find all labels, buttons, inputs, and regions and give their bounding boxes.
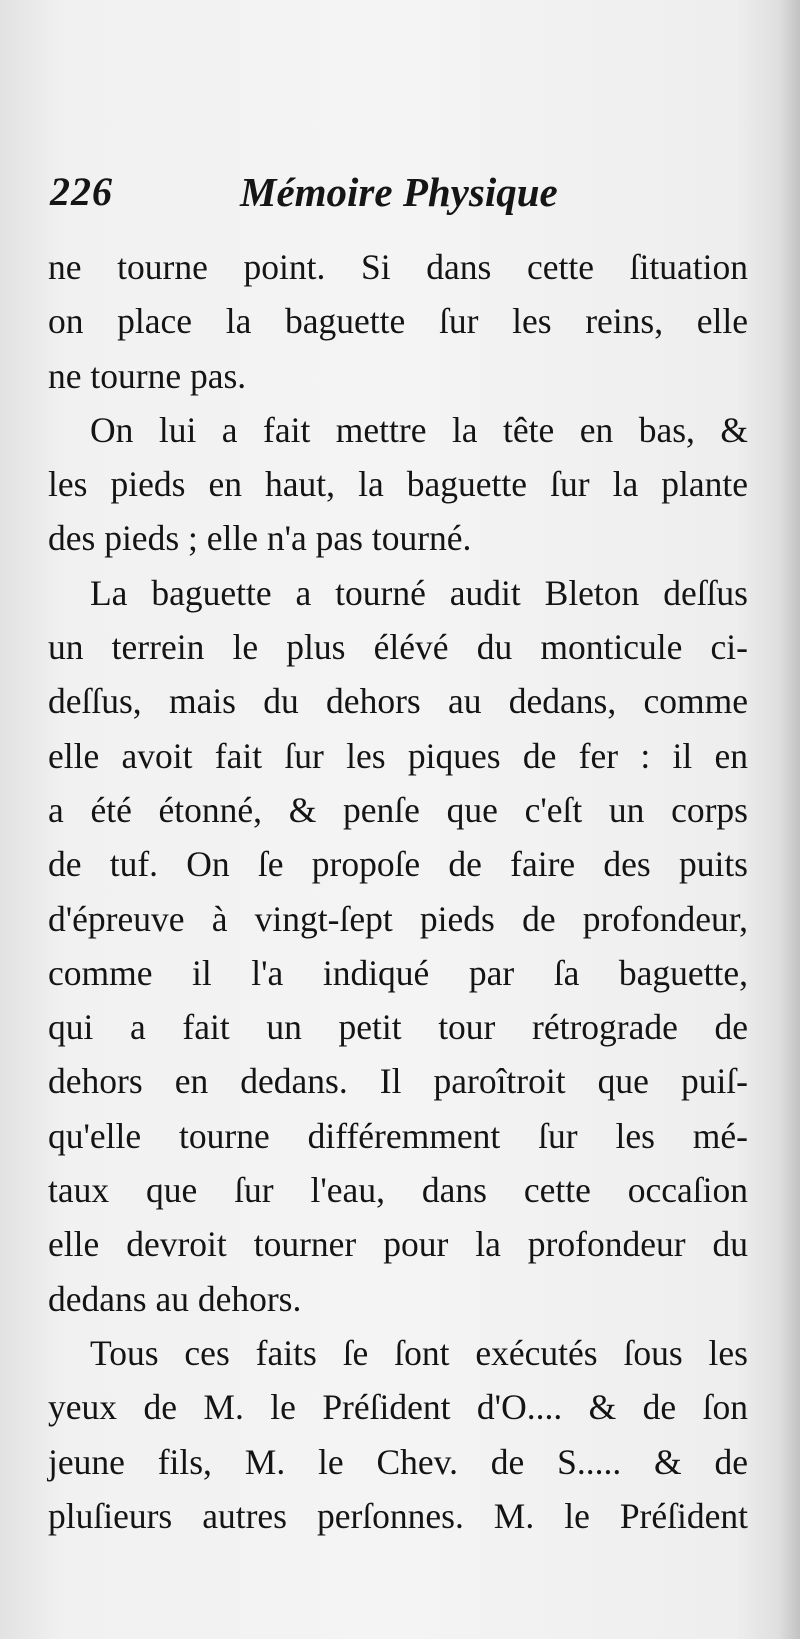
text-line: ne tourne pas. [48, 355, 247, 396]
page-edge-shadow [778, 0, 800, 1639]
text-line: elle devroit tourner pour la profondeur du [48, 1224, 748, 1265]
text-line: taux que ſur l'eau, dans cette occaſion [48, 1170, 748, 1211]
text-line: dehors en dedans. Il paroîtroit que puiſ- [48, 1061, 748, 1102]
text-line: on place la baguette ſur les reins, elle [48, 301, 748, 342]
page-number: 226 [50, 169, 113, 214]
text-line: d'épreuve à vingt-ſept pieds de profondeur, [48, 898, 748, 939]
text-line: des pieds ; elle n'a pas tourné. [48, 518, 472, 559]
text-line: a été étonné, & penſe que c'eſt un corps [48, 789, 748, 830]
text-line: comme il l'a indiqué par ſa baguette, [48, 952, 748, 993]
text-line: ne tourne point. Si dans cette ſituation [48, 247, 748, 287]
running-title: Mémoire Physique [240, 169, 558, 215]
text-line: dedans au dehors. [48, 1278, 302, 1319]
text-line: pluſieurs autres perſonnes. M. le Préſident [48, 1495, 748, 1536]
text-line: elle avoit fait ſur les piques de fer : il en [48, 735, 748, 776]
page-header [50, 168, 750, 228]
text-line: qui a fait un petit tour rétrograde de [48, 1007, 748, 1048]
paragraph-start-line: Tous ces faits ſe ſont exécutés ſous les [90, 1332, 748, 1373]
text-line: un terrein le plus élévé du monticule ci- [48, 627, 748, 668]
text-line: jeune fils, M. le Chev. de S..... & de [48, 1441, 748, 1482]
text-line: deſſus, mais du dehors au dedans, comme [48, 681, 748, 722]
paragraph-start-line: La baguette a tourné audit Bleton deſſus [90, 572, 748, 613]
text-line: de tuf. On ſe propoſe de faire des puits [48, 844, 748, 885]
paragraph-start-line: On lui a fait mettre la tête en bas, & [90, 409, 748, 450]
page-body-text [48, 240, 748, 1543]
text-line: qu'elle tourne différemment ſur les mé- [48, 1115, 748, 1156]
text-line: les pieds en haut, la baguette ſur la plante [48, 464, 748, 505]
text-line: yeux de M. le Préſident d'O.... & de ſon [48, 1387, 748, 1428]
